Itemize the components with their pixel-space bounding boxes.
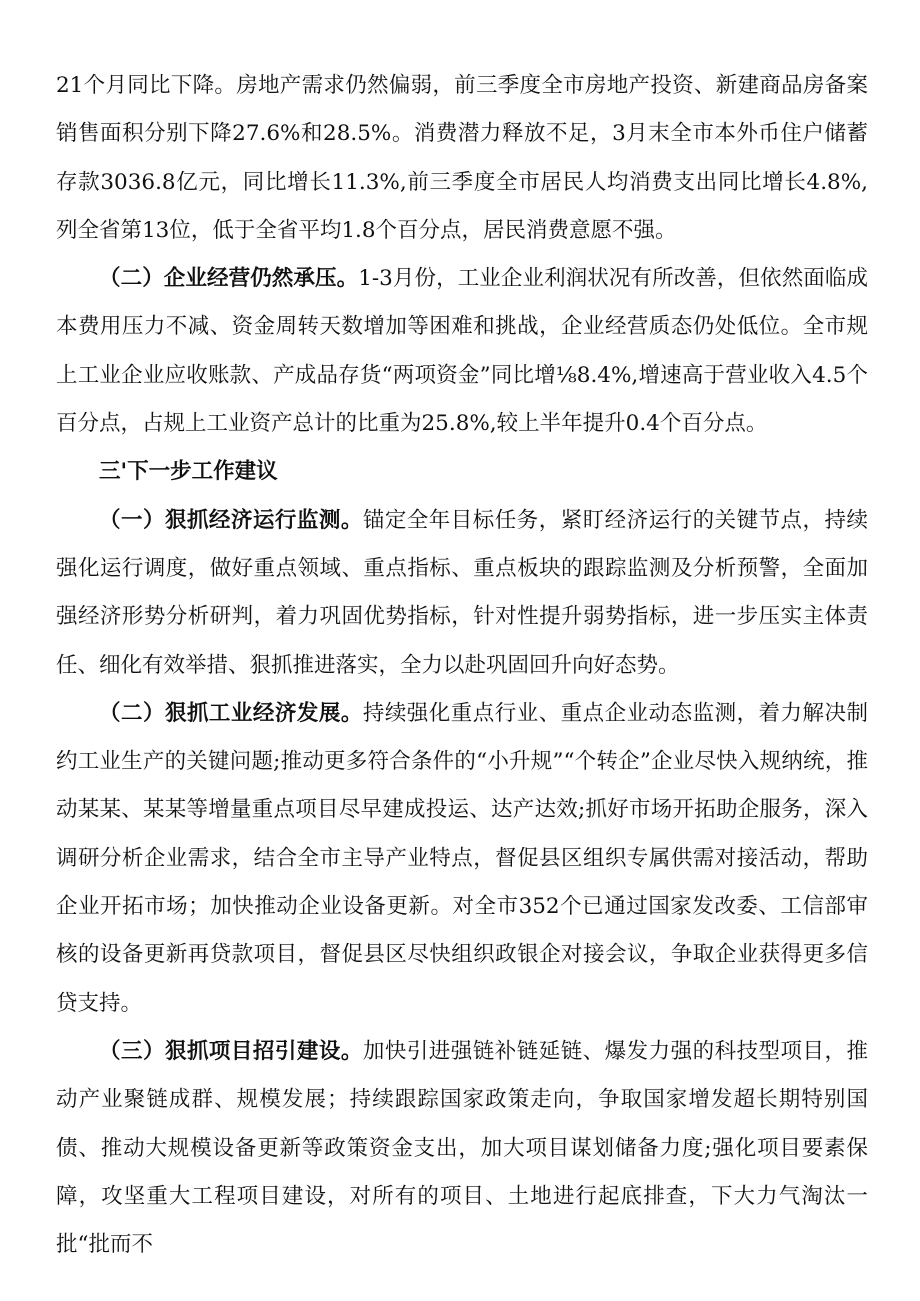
document-page [56, 62, 868, 1269]
paragraph-text: 持续强化重点行业、重点企业动态监测，着力解决制约工业生产的关键问题;推动更多符合条件的“小升规”“个转企”企业尽快入规纳统，推动某某、某某等增量重点项目尽早建成投运、达产达效;抓好市场开拓助企服务，深入调研分析企业需求，结合全市主导产业特点，督促县区组织专属供需对接活动，帮助企业开拓市场；加快推动企业设备更新。对全市352个已通过国家发改委、工信部审核的设备更新再贷款项目，督促县区尽快组织政银企对接会议，争取企业获得更多信贷支持。 [56, 700, 868, 1016]
paragraph-market-demand [56, 62, 868, 255]
paragraph-text: 加快引进强链补链延链、爆发力强的科技型项目，推动产业聚链成群、规模发展；持续跟踪国家政策走向，争取国家增发超长期特别国债、推动大规模设备更新等政策资金支出，加大项目谋划储备力度;强化项目要素保障，攻坚重大工程项目建设，对所有的项目、土地进行起底排查，下大力气淘汰一批“批而不 [56, 1038, 868, 1258]
paragraph-heading: （一）狠抓经济运行监测。 [99, 507, 363, 533]
paragraph-heading: （二）狠抓工业经济发展。 [99, 700, 363, 726]
paragraph-enterprise-operation [56, 255, 868, 448]
paragraph-heading: （二）企业经营仍然承压。 [99, 266, 359, 292]
paragraph-text: 21个月同比下降。房地产需求仍然偏弱，前三季度全市房地产投资、新建商品房备案销售面积分别下降27.6%和28.5%。消费潜力释放不足，3月末全市本外币住户储蓄存款3036.8亿元，同比增长11.3%,前三季度全市居民人均消费支出同比增长4.8%,列全省第13位，低于全省平均1.8个百分点，居民消费意愿不强。 [56, 73, 868, 243]
paragraph-industrial-development [56, 690, 868, 1028]
paragraph-economic-monitoring [56, 497, 868, 690]
paragraph-project-investment [56, 1028, 868, 1269]
paragraph-heading: （三）狠抓项目招引建设。 [99, 1038, 363, 1064]
section-heading-next-steps: 三'下一步工作建议 [99, 459, 278, 485]
paragraph-text: 1-3月份，工业企业利润状况有所改善，但依然面临成本费用压力不减、资金周转天数增加等困难和挑战，企业经营质态仍处低位。全市规上工业企业应收账款、产成品存货“两项资金”同比增⅛8.4%,增速高于营业收入4.5个百分点，占规上工业资产总计的比重为25.8%,较上半年提升0.4个百分点。 [56, 266, 868, 437]
paragraph-text: 锚定全年目标任务，紧盯经济运行的关键节点，持续强化运行调度，做好重点领域、重点指标、重点板块的跟踪监测及分析预警，全面加强经济形势分析研判，着力巩固优势指标，针对性提升弱势指标，进一步压实主体责任、细化有效举措、狠抓推进落实，全力以赴巩固回升向好态势。 [56, 507, 868, 678]
